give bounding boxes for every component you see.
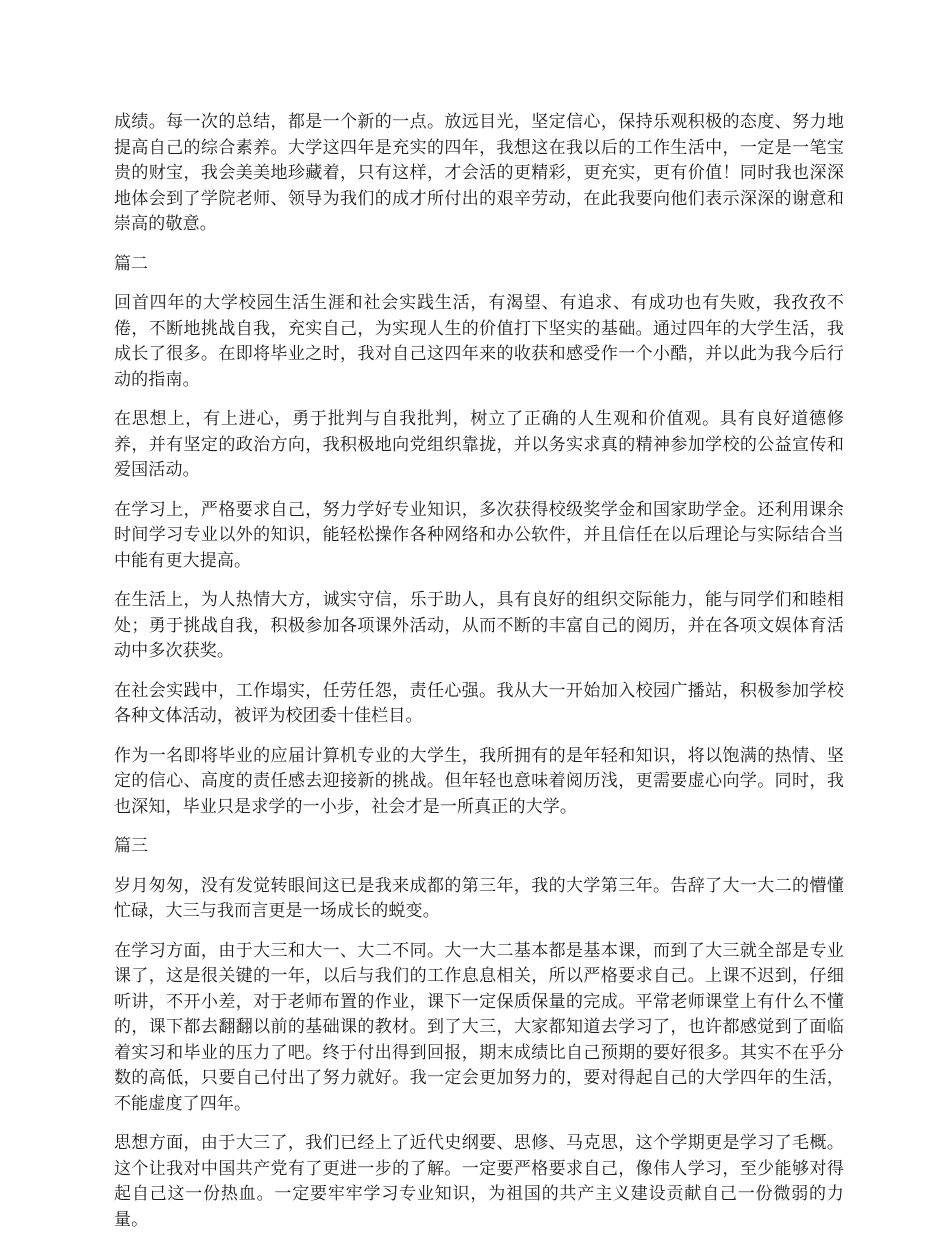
- section3-paragraph-1: 岁月匆匆，没有发觉转眼间这已是我来成都的第三年，我的大学第三年。告辞了大一大二的懵懂忙碌，大三与我而言更是一场成长的蜕变。: [114, 875, 844, 921]
- section3-paragraph-3: 思想方面，由于大三了，我们已经上了近代史纲要、思修、马克思，这个学期更是学习了毛概。这个让我对中国共产党有了更进一步的了解。一定要严格要求自己，像伟人学习，至少能够对得起自己这一份热血。一定要牢牢学习专业知识，为祖国的共产主义建设贡献自己一份微弱的力量。: [114, 1133, 844, 1230]
- section3-paragraph-2: 在学习方面，由于大三和大一、大二不同。大一大二基本都是基本课，而到了大三就全部是专业课了，这是很关键的一年，以后与我们的工作息息相关，所以严格要求自己。上课不迟到，仔细听讲，不开小差，对于老师布置的作业，课下一定保质保量的完成。平常老师课堂上有什么不懂的，课下都去翻翻以前的基础课的教材。到了大三，大家都知道去学习了，也许都感觉到了面临着实习和毕业的压力了吧。终于付出得到回报，期末成绩比自己预期的要好很多。其实不在乎分数的高低，只要自己付出了努力就好。我一定会更加努力的，要对得起自己的大学四年的生活，不能虚度了四年。: [114, 940, 844, 1114]
- section2-paragraph-5: 在社会实践中，工作塌实，任劳任怨，责任心强。我从大一开始加入校园广播站，积极参加学校各种文体活动，被评为校团委十佳栏目。: [114, 680, 844, 726]
- section2-paragraph-3: 在学习上，严格要求自己，努力学好专业知识，多次获得校级奖学金和国家助学金。还利用课余时间学习专业以外的知识，能轻松操作各种网络和办公软件，并且信任在以后理论与实际结合当中能有更大提高。: [114, 499, 844, 571]
- intro-paragraph: 成绩。每一次的总结，都是一个新的一点。放远目光，坚定信心，保持乐观积极的态度、努力地提高自己的综合素养。大学这四年是充实的四年，我想这在我以后的工作生活中，一定是一笔宝贵的财宝，我会美美地珍藏着，只有这样，才会活的更精彩，更充实，更有价值！同时我也深深地体会到了学院老师、领导为我们的成才所付出的艰辛劳动，在此我要向他们表示深深的谢意和崇高的敬意。: [114, 112, 844, 234]
- section2-paragraph-4: 在生活上，为人热情大方，诚实守信，乐于助人，具有良好的组织交际能力，能与同学们和睦相处；勇于挑战自我，积极参加各项课外活动，从而不断的丰富自己的阅历，并在各项文娱体育活动中多次获奖。: [114, 590, 844, 661]
- section-heading-2: 篇二: [114, 253, 148, 274]
- section2-paragraph-2: 在思想上，有上进心，勇于批判与自我批判，树立了正确的人生观和价值观。具有良好道德修养，并有坚定的政治方向，我积极地向党组织靠拢，并以务实求真的精神参加学校的公益宣传和爱国活动。: [114, 409, 844, 480]
- section2-paragraph-6: 作为一名即将毕业的应届计算机专业的大学生，我所拥有的是年轻和知识，将以饱满的热情、坚定的信心、高度的责任感去迎接新的挑战。但年轻也意味着阅历浅，更需要虚心向学。同时，我也深知，毕业只是求学的一小步，社会才是一所真正的大学。: [114, 745, 844, 817]
- section-heading-3: 篇三: [114, 836, 148, 856]
- section2-paragraph-1: 回首四年的大学校园生活生涯和社会实践生活，有渴望、有追求、有成功也有失败，我孜孜不倦，不断地挑战自我，充实自己，为实现人生的价值打下坚实的基础。通过四年的大学生活，我成长了很多。在即将毕业之时，我对自己这四年来的收获和感受作一个小酷，并以此为我今后行动的指南。: [114, 293, 844, 390]
- document-page: [114, 110, 844, 1247]
